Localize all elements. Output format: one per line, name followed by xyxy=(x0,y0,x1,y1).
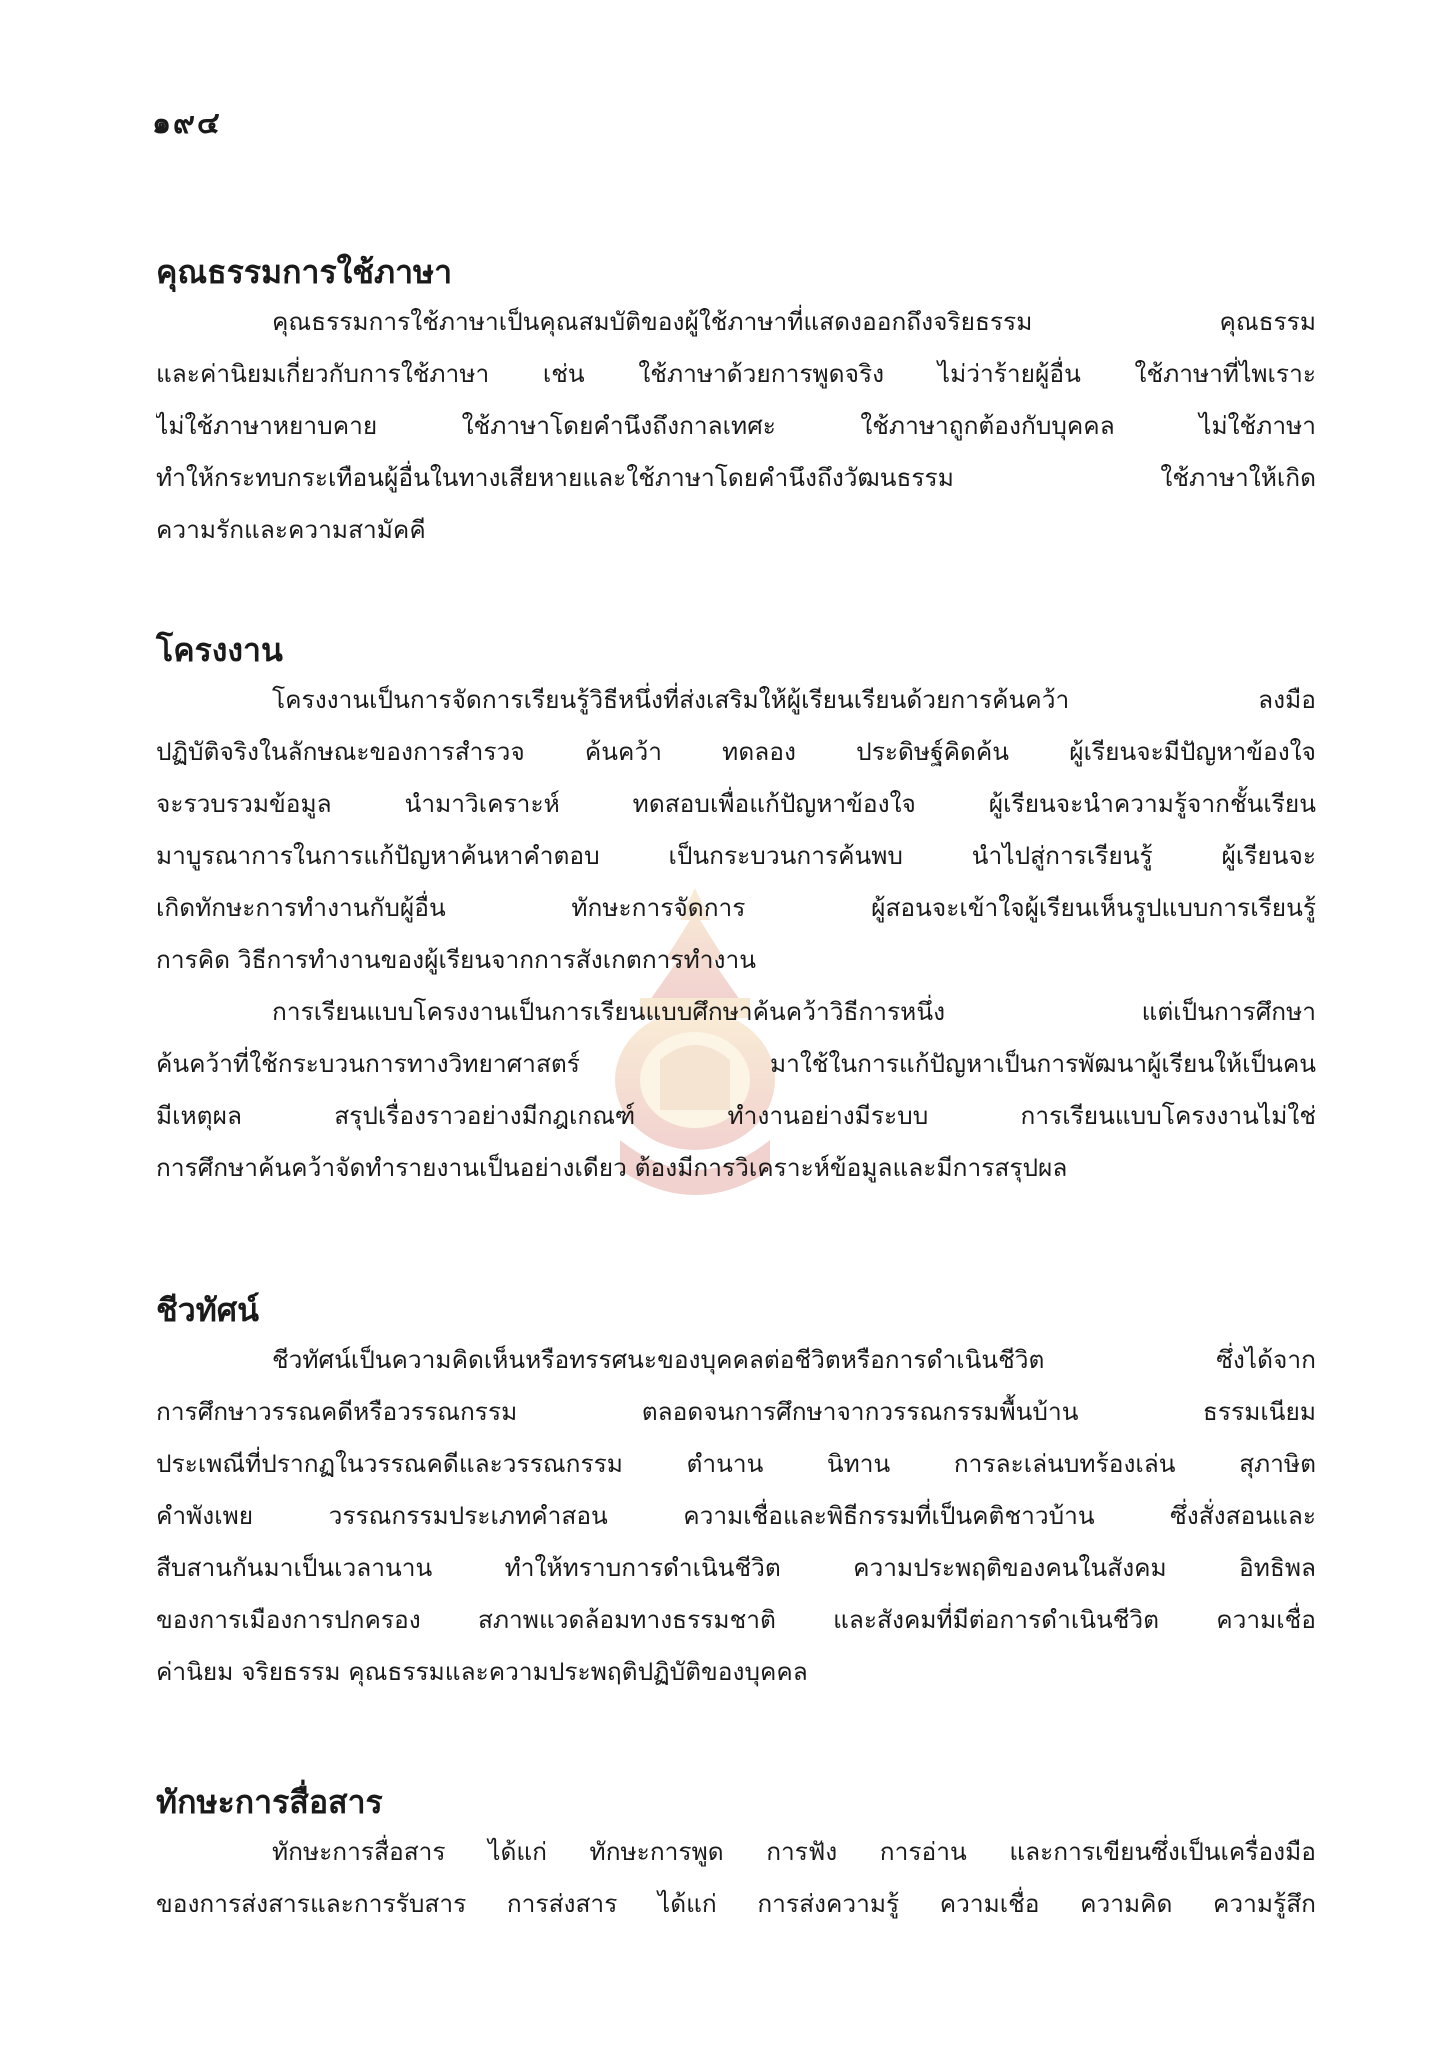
text-line: มีเหตุผล สรุปเรื่องราวอย่างมีกฎเกณฑ์ ทำงานอย่างมีระบบ การเรียนแบบโครงงานไม่ใช่ xyxy=(156,1101,1316,1130)
text-line: ประเพณีที่ปรากฏในวรรณคดีและวรรณกรรม ตำนาน นิทาน การละเล่นบทร้องเล่น สุภาษิต xyxy=(156,1449,1316,1478)
text-line: มาบูรณาการในการแก้ปัญหาค้นหาคำตอบ เป็นกระบวนการค้นพบ นำไปสู่การเรียนรู้ ผู้เรียนจะ xyxy=(156,841,1316,870)
text-line: ปฏิบัติจริงในลักษณะของการสำรวจ ค้นคว้า ทดลอง ประดิษฐ์คิดค้น ผู้เรียนจะมีปัญหาข้องใจ xyxy=(156,737,1316,766)
section-communication-skills xyxy=(156,1778,1316,1930)
text-line: ความรักและความสามัคคี xyxy=(156,515,426,544)
text-line: ไม่ใช้ภาษาหยาบคาย ใช้ภาษาโดยคำนึงถึงกาลเทศะ ใช้ภาษาถูกต้องกับบุคคล ไม่ใช้ภาษา xyxy=(156,411,1316,440)
text-line: สืบสานกันมาเป็นเวลานาน ทำให้ทราบการดำเนินชีวิต ความประพฤติของคนในสังคม อิทธิพล xyxy=(156,1553,1316,1582)
text-line: การศึกษาค้นคว้าจัดทำรายงานเป็นอย่างเดียว ต้องมีการวิเคราะห์ข้อมูลและมีการสรุปผล xyxy=(156,1153,1068,1182)
page-number: ๑๙๔ xyxy=(152,106,222,141)
section-heading: ทักษะการสื่อสาร xyxy=(156,1783,383,1821)
section-life-view xyxy=(156,1286,1316,1698)
text-line: ของการเมืองการปกครอง สภาพแวดล้อมทางธรรมชาติ และสังคมที่มีต่อการดำเนินชีวิต ความเชื่อ xyxy=(156,1605,1316,1634)
text-line: ของการส่งสารและการรับสาร การส่งสาร ได้แก่ การส่งความรู้ ความเชื่อ ความคิด ความรู้สึก xyxy=(156,1889,1316,1918)
paragraph xyxy=(156,1334,1316,1698)
text-line: ค้นคว้าที่ใช้กระบวนการทางวิทยาศาสตร์ มาใช้ในการแก้ปัญหาเป็นการพัฒนาผู้เรียนให้เป็นคน xyxy=(156,1049,1316,1078)
text-line: จะรวบรวมข้อมูล นำมาวิเคราะห์ ทดสอบเพื่อแก้ปัญหาข้องใจ ผู้เรียนจะนำความรู้จากชั้นเรียน xyxy=(156,789,1316,818)
section-heading: คุณธรรมการใช้ภาษา xyxy=(156,253,453,291)
paragraph xyxy=(156,674,1316,986)
paragraph xyxy=(156,1826,1316,1930)
text-line: เกิดทักษะการทำงานกับผู้อื่น ทักษะการจัดการ ผู้สอนจะเข้าใจผู้เรียนเห็นรูปแบบการเรียนรู้ xyxy=(156,893,1316,922)
text-line: ชีวทัศน์เป็นความคิดเห็นหรือทรรศนะของบุคคลต่อชีวิตหรือการดำเนินชีวิต ซึ่งได้จาก xyxy=(272,1345,1316,1374)
paragraph xyxy=(156,296,1316,556)
text-line: การคิด วิธีการทำงานของผู้เรียนจากการสังเกตการทำงาน xyxy=(156,945,756,974)
section-language-virtue xyxy=(156,248,1316,556)
section-project xyxy=(156,626,1316,1194)
section-heading: ชีวทัศน์ xyxy=(156,1291,259,1329)
text-line: คุณธรรมการใช้ภาษาเป็นคุณสมบัติของผู้ใช้ภาษาที่แสดงออกถึงจริยธรรม คุณธรรม xyxy=(272,307,1316,336)
text-line: ทำให้กระทบกระเทือนผู้อื่นในทางเสียหายและใช้ภาษาโดยคำนึงถึงวัฒนธรรม ใช้ภาษาให้เกิด xyxy=(156,463,1316,492)
text-line: และค่านิยมเกี่ยวกับการใช้ภาษา เช่น ใช้ภาษาด้วยการพูดจริง ไม่ว่าร้ายผู้อื่น ใช้ภาษาที่ไพเราะ xyxy=(156,359,1316,388)
text-line: การเรียนแบบโครงงานเป็นการเรียนแบบศึกษาค้นคว้าวิธีการหนึ่ง แต่เป็นการศึกษา xyxy=(272,997,1316,1026)
text-line: การศึกษาวรรณคดีหรือวรรณกรรม ตลอดจนการศึกษาจากวรรณกรรมพื้นบ้าน ธรรมเนียม xyxy=(156,1397,1316,1426)
section-heading: โครงงาน xyxy=(156,631,283,669)
text-line: คำพังเพย วรรณกรรมประเภทคำสอน ความเชื่อและพิธีกรรมที่เป็นคติชาวบ้าน ซึ่งสั่งสอนและ xyxy=(156,1501,1316,1530)
text-line: ทักษะการสื่อสาร ได้แก่ ทักษะการพูด การฟัง การอ่าน และการเขียนซึ่งเป็นเครื่องมือ xyxy=(272,1837,1316,1866)
paragraph xyxy=(156,986,1316,1194)
text-line: โครงงานเป็นการจัดการเรียนรู้วิธีหนึ่งที่ส่งเสริมให้ผู้เรียนเรียนด้วยการค้นคว้า ลงมือ xyxy=(272,685,1316,714)
text-line: ค่านิยม จริยธรรม คุณธรรมและความประพฤติปฏิบัติของบุคคล xyxy=(156,1657,808,1686)
